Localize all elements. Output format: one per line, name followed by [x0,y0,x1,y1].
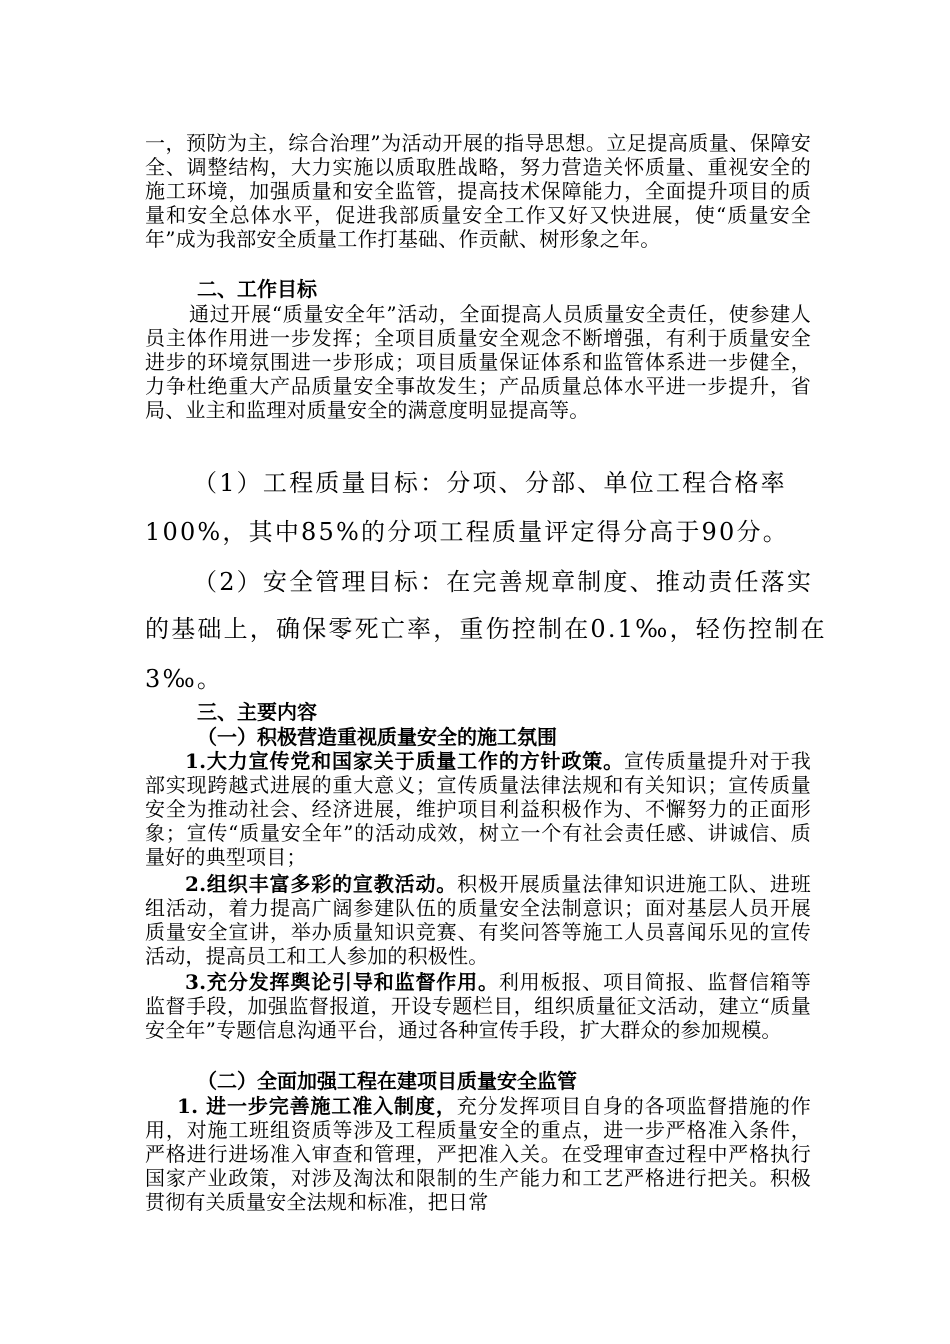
subsection-heading-1: （一）积极营造重视质量安全的施工氛围 [197,725,557,749]
section-heading-main-content: 三、主要内容 [197,700,317,724]
item-3-title: 3.充分发挥舆论引导和监督作用。 [185,970,499,994]
item-4-title: 1. 进一步完善施工准入制度， [177,1094,457,1118]
item-4-paragraph [145,1094,811,1214]
section-heading-work-goals: 二、工作目标 [197,277,317,301]
goal-2-line-2: 的基础上，确保零死亡率，重伤控制在0.1‰，轻伤控制在 [145,615,827,643]
subsection-heading-2: （二）全面加强工程在建项目质量安全监管 [197,1069,577,1093]
goal-2-line-3: 3‰。 [145,665,224,693]
item-1-title: 1.大力宣传党和国家关于质量工作的方针政策。 [185,749,624,773]
intro-paragraph: 一，预防为主，综合治理”为活动开展的指导思想。立足提高质量、保障安全、调整结构，大力实施以质取胜战略，努力营造关怀质量、重视安全的施工环境，加强质量和安全监管，提高技术保障能力，全面提升项目的质量和安全总体水平，促进我部质量安全工作又好又快进展，使“质量安全年”成为我部安全质量工作打基础、作贡献、树形象之年。 [145,131,811,251]
item-2-paragraph [145,872,811,968]
goal-2-line-1: （2）安全管理目标：在完善规章制度、推动责任落实 [193,568,814,596]
item-3-body: 利用板报、项目简报、监督信箱等监督手段，加强监督报道，开设专题栏目，组织质量征文活动，建立“质量安全年”专题信息沟通平台，通过各种宣传手段，扩大群众的参加规模。 [145,970,811,1042]
goal-1-line-1: （1）工程质量目标：分项、分部、单位工程合格率 [193,469,787,497]
item-2-body: 积极开展质量法律知识进施工队、进班组活动，着力提高广阔参建队伍的质量安全法制意识；面对基层人员开展质量安全宣讲，举办质量知识竞赛、有奖问答等施工人员喜闻乐见的宣传活动，提高员工和工人参加的积极性。 [145,872,811,968]
goal-1-line-2: 100%，其中85%的分项工程质量评定得分高于90分。 [145,518,789,546]
item-3-paragraph [145,970,811,1042]
goal-paragraph: 通过开展“质量安全年”活动，全面提高人员质量安全责任，使参建人员主体作用进一步发挥；全项目质量安全观念不断增强，有利于质量安全进步的环境氛围进一步形成；项目质量保证体系和监管体系进一步健全，力争杜绝重大产品质量安全事故发生；产品质量总体水平进一步提升，省局、业主和监理对质量安全的满意度明显提高等。 [145,302,811,422]
item-1-body: 宣传质量提升对于我部实现跨越式进展的重大意义；宣传质量法律法规和有关知识；宣传质量安全为推动社会、经济进展，维护项目利益积极作为、不懈努力的正面形象；宣传“质量安全年”的活动成效，树立一个有社会责任感、讲诚信、质量好的典型项目； [145,749,811,869]
item-1-paragraph [145,749,811,869]
item-2-title: 2.组织丰富多彩的宣教活动。 [185,872,458,896]
item-4-body: 充分发挥项目自身的各项监督措施的作用，对施工班组资质等涉及工程质量安全的重点，进一步严格准入条件，严格进行进场准入审查和管理，严把准入关。在受理审查过程中严格执行国家产业政策，对涉及淘汰和限制的生产能力和工艺严格进行把关。积极贯彻有关质量安全法规和标准，把日常 [145,1094,811,1214]
